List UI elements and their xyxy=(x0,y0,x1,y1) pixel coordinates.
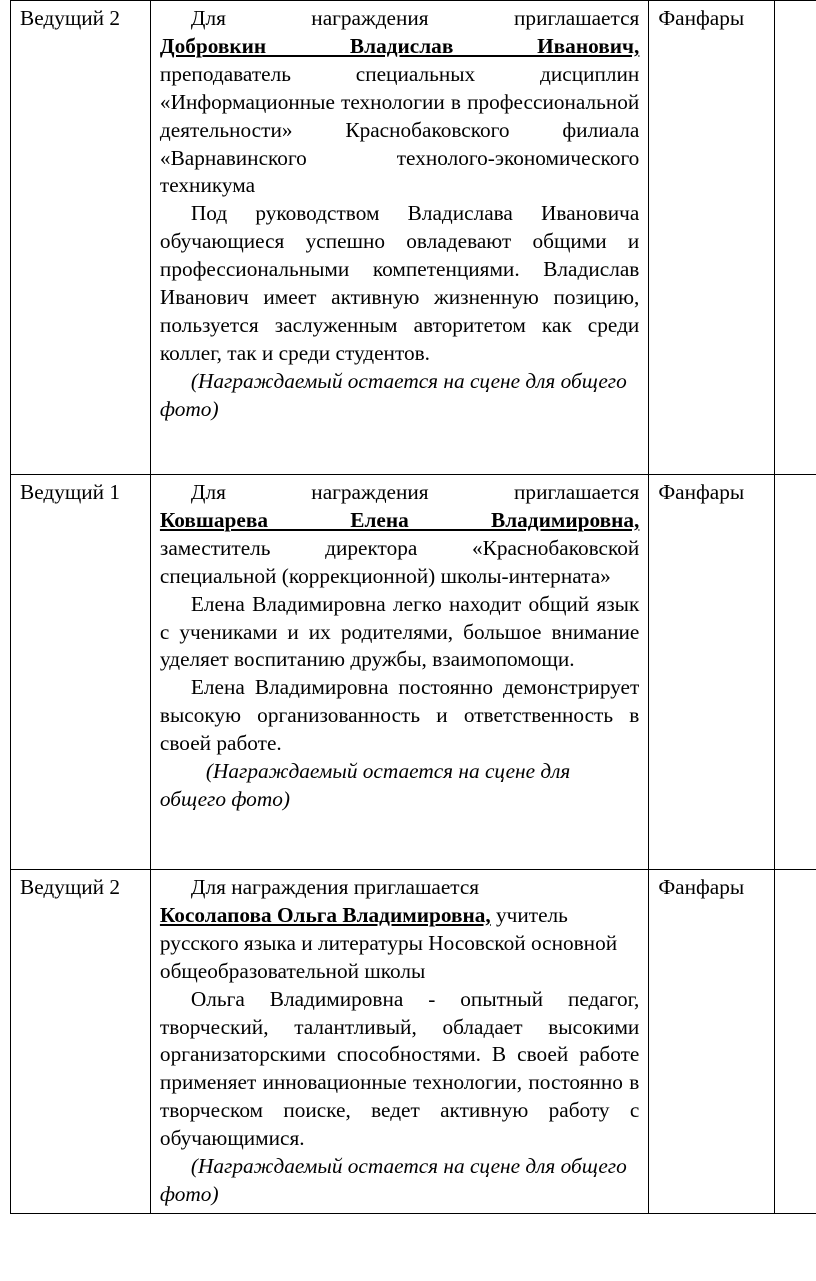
speaker-cell: Ведущий 1 xyxy=(11,475,151,870)
text-cell xyxy=(150,475,648,870)
sound-cue: Фанфары xyxy=(649,1,775,475)
awardee-position: заместитель директора «Краснобаковской специальной (коррекционной) школы-интерната» xyxy=(159,535,640,588)
text-cell xyxy=(150,1,648,475)
script-table xyxy=(10,0,816,1214)
description-paragraph: Елена Владимировна легко находит общий язык с учениками и их родителями, большое внимание уделяет воспитанию дружбы, взаимопомощи. xyxy=(159,591,640,672)
award-paragraph xyxy=(160,507,639,591)
stage-note: (Награждаемый остается на сцене для общего фото) xyxy=(159,759,571,811)
speaker-cell: Ведущий 2 xyxy=(11,870,151,1214)
speaker-cell: Ведущий 2 xyxy=(11,1,151,475)
text-cell xyxy=(150,870,648,1214)
description-paragraph: Под руководством Владислава Ивановича обучающиеся успешно овладевают общими и профессиональными компетенциями. Владислав Иванович имеет активную жизненную позицию, пользуется заслуженным авторитетом как среди коллег, так и среди студентов. xyxy=(159,201,640,365)
awardee-name: Добровкин Владислав Иванович, xyxy=(159,33,640,58)
award-paragraph xyxy=(160,902,639,986)
invite-text: Для награждения приглашается xyxy=(190,480,640,504)
invite-text: Для награждения приглашается xyxy=(190,6,640,30)
sound-cue: Фанфары xyxy=(649,870,775,1214)
award-paragraph xyxy=(160,33,639,200)
empty-cell xyxy=(774,870,816,1214)
stage-note: (Награждаемый остается на сцене для общего фото) xyxy=(159,368,627,421)
invite-text: Для награждения приглашается xyxy=(190,875,480,899)
description-paragraph: Ольга Владимировна - опытный педагог, творческий, талантливый, обладает высокими организаторскими способностями. В своей работе применяет инновационные технологии, постоянно в творческом поиске, ведет активную работу с обучающимися. xyxy=(159,986,640,1151)
table-row xyxy=(11,870,816,1214)
empty-cell xyxy=(774,475,816,870)
awardee-position: учитель русского языка и литературы Носовской основной общеобразовательной школы xyxy=(159,902,618,983)
sound-cue: Фанфары xyxy=(649,475,775,870)
awardee-position: преподаватель специальных дисциплин «Информационные технологии в профессиональной деятельности» Краснобаковского филиала «Варнавинского технолого-экономического техникума xyxy=(159,61,640,198)
awardee-name: Ковшарева Елена Владимировна, xyxy=(159,507,640,532)
stage-note: (Награждаемый остается на сцене для общего фото) xyxy=(159,1154,627,1206)
empty-cell xyxy=(774,1,816,475)
table-row xyxy=(11,475,816,870)
description-paragraph: Елена Владимировна постоянно демонстрирует высокую организованность и ответственность в своей работе. xyxy=(159,675,640,756)
awardee-name: Косолапова Ольга Владимировна, xyxy=(159,902,491,927)
table-row xyxy=(11,1,816,475)
